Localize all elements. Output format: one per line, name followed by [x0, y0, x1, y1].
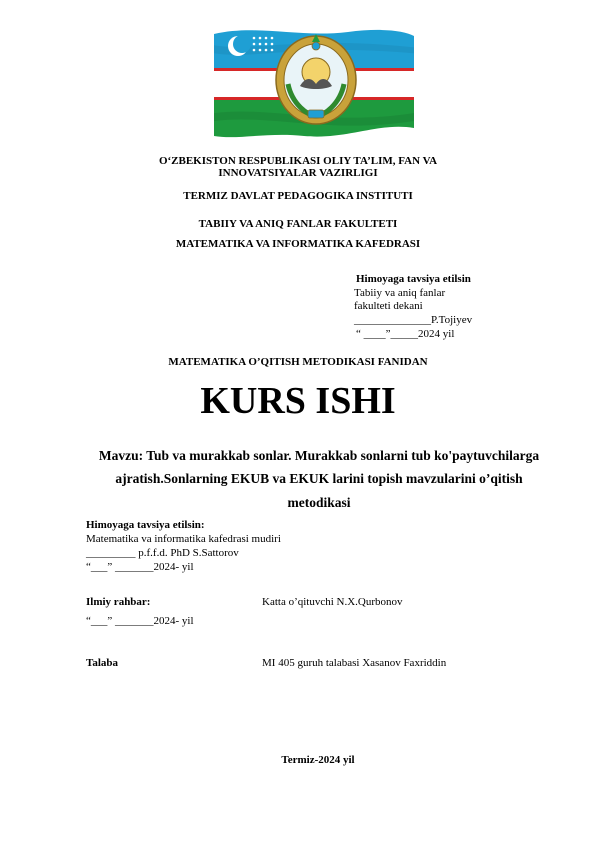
ministry-name-line1: O‘ZBEKISTON RESPUBLIKASI OLIY TA’LIM, FAN VA — [158, 155, 438, 167]
approval-signature: ______________P.Tojiyev — [354, 314, 473, 326]
state-emblem-icon — [276, 34, 356, 124]
flag-emblem-image — [208, 24, 420, 142]
department-name: MATEMATIKA VA INFORMATIKA KAFEDRASI — [175, 238, 421, 250]
document-title: KURS ISHI — [200, 380, 396, 422]
ministry-name-line2: INNOVATSIYALAR VAZIRLIGI — [218, 167, 378, 179]
defense-heading: Himoyaga tavsiya etilsin: — [86, 519, 205, 531]
approval-date: “ ____”_____2024 yil — [356, 328, 455, 340]
student-name: MI 405 guruh talabasi Xasanov Faxriddin — [262, 657, 447, 669]
institute-name: TERMIZ DAVLAT PEDAGOGIKA INSTITUTI — [183, 190, 413, 202]
approval-line2: fakulteti dekani — [354, 300, 423, 312]
faculty-name: TABIIY VA ANIQ FANLAR FAKULTETI — [198, 218, 398, 230]
approval-heading: Himoyaga tavsiya etilsin — [356, 273, 471, 285]
defense-date: “___” _______2024- yil — [86, 561, 194, 573]
defense-signature: _________ p.f.f.d. PhD S.Sattorov — [86, 547, 239, 559]
advisor-date: “___” _______2024- yil — [86, 615, 194, 627]
student-label: Talaba — [86, 657, 119, 669]
approval-line1: Tabiiy va aniq fanlar — [354, 287, 446, 299]
advisor-label: Ilmiy rahbar: — [86, 596, 151, 608]
footer-place-year: Termiz-2024 yil — [281, 754, 355, 766]
topic-line3: metodikasi — [287, 495, 351, 510]
defense-line1: Matematika va informatika kafedrasi mudiri — [86, 533, 281, 545]
topic-line2: ajratish.Sonlarning EKUB va EKUK larini topish mavzularini o’qitish — [115, 471, 523, 486]
topic-line1: Mavzu: Tub va murakkab sonlar. Murakkab sonlarni tub ko'paytuvchilarga — [98, 448, 540, 463]
advisor-name: Katta o’qituvchi N.X.Qurbonov — [262, 596, 403, 608]
subject-line: MATEMATIKA O’QITISH METODIKASI FANIDAN — [168, 356, 428, 368]
